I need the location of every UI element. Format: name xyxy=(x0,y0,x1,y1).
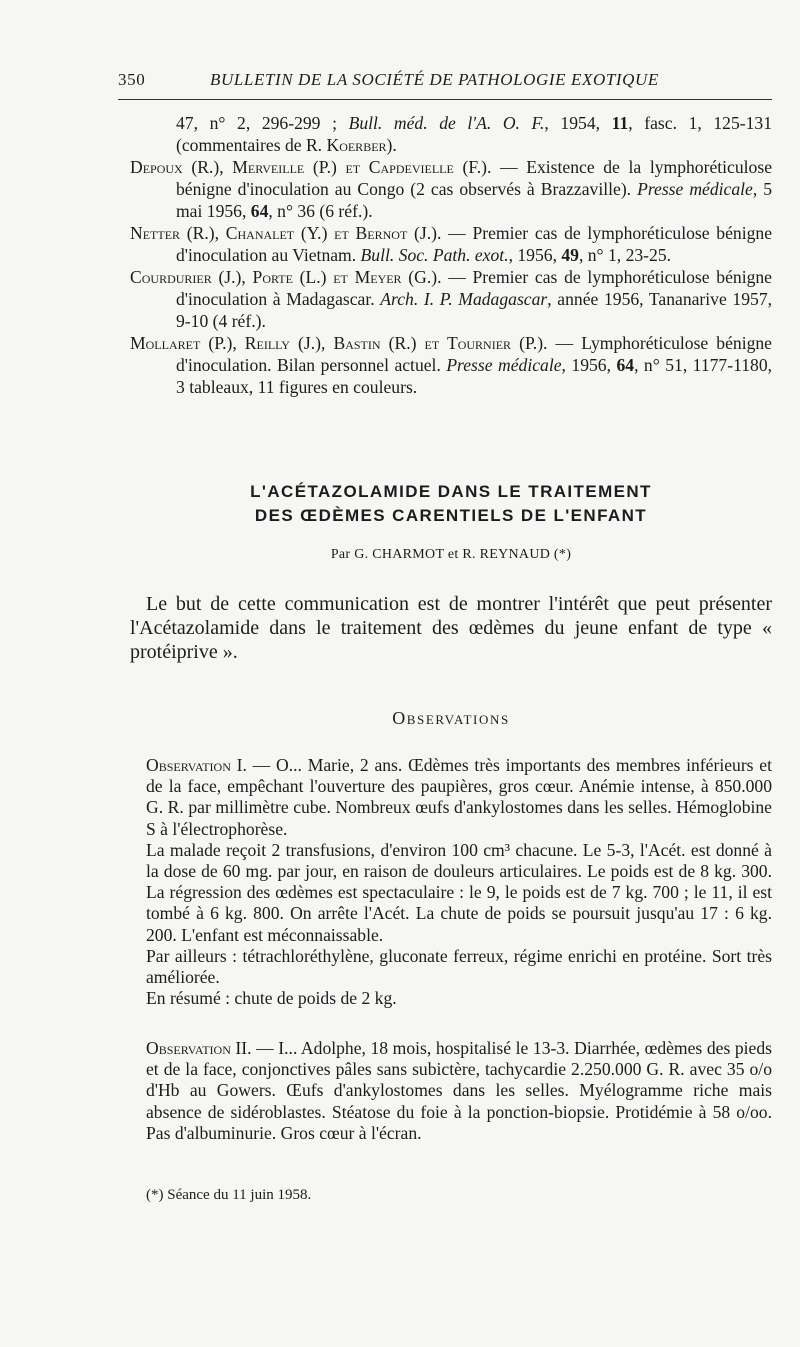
reference-item: Mollaret (P.), Reilly (J.), Bastin (R.) et Tournier (P.). — Lymphoréticulose bénigne d'inoculation. Bilan personnel actuel. Presse médicale, 1956, 64, n° 51, 1177-1180, 3 tableaux, 11 figures en couleurs. xyxy=(130,333,773,397)
section-heading: Observations xyxy=(392,708,510,728)
observation-label: Observation II. xyxy=(146,1038,252,1058)
article-title-line: L'ACÉTAZOLAMIDE DANS LE TRAITEMENT xyxy=(250,482,652,501)
reference-item: Netter (R.), Chanalet (Y.) et Bernot (J.). — Premier cas de lymphoréticulose bénigne d'inoculation au Vietnam. Bull. Soc. Path. exot., 1956, 49, n° 1, 23-25. xyxy=(130,223,772,265)
observation-label: Observation I. xyxy=(146,755,247,775)
reference-item: Courdurier (J.), Porte (L.) et Meyer (G.). — Premier cas de lymphoréticulose bénigne d'inoculation à Madagascar. Arch. I. P. Madagascar, année 1956, Tananarive 1957, 9-10 (4 réf.). xyxy=(130,267,773,331)
observation-paragraph: Par ailleurs : tétrachloréthylène, gluconate ferreux, régime enrichi en protéine. Sort très améliorée. xyxy=(146,945,772,988)
reference-continuation: 47, n° 2, 296-299 ; Bull. méd. de l'A. O. F., 1954, 11, fasc. 1, 125-131 (commentaires de R. Koerber). xyxy=(176,113,773,155)
observation-2 xyxy=(146,1038,772,1144)
article-byline: Par G. CHARMOT et R. REYNAUD (*) xyxy=(330,547,572,562)
reference-list xyxy=(130,112,772,398)
footnote: (*) Séance du 11 juin 1958. xyxy=(146,1187,312,1203)
observation-paragraph: Observation II. — I... Adolphe, 18 mois, hospitalisé le 13-3. Diarrhée, œdèmes des pieds et de la face, conjonctives pâles sans subictère, tachycardie 2.250.000 G. R. avec 35 o/o d'Hb au Gowers. Œufs d'ankylostomes dans les selles. Myélogramme riche mais absence de sidéroblastes. Stéatose du foie à la ponction-biopsie. Protidémie à 58 o/oo. Pas d'albuminurie. Gros cœur à l'écran. xyxy=(146,1038,772,1143)
article-title xyxy=(130,480,772,528)
article-intro: Le but de cette communication est de montrer l'intérêt que peut présenter l'Acétazolamide dans le traitement des œdèmes du jeune enfant de type « protéiprive ». xyxy=(130,593,772,663)
article-title-line: DES ŒDÈMES CARENTIELS DE L'ENFANT xyxy=(254,506,648,525)
reference-item: Depoux (R.), Merveille (P.) et Capdevielle (F.). — Existence de la lymphoréticulose bénigne d'inoculation au Congo (2 cas observés à Brazzaville). Presse médicale, 5 mai 1956, 64, n° 36 (6 réf.). xyxy=(130,157,773,221)
observation-1 xyxy=(146,755,772,1009)
observation-paragraph: En résumé : chute de poids de 2 kg. xyxy=(146,988,397,1009)
header-rule xyxy=(118,99,772,100)
page-number: 350 xyxy=(118,70,146,89)
journal-title: BULLETIN DE LA SOCIÉTÉ DE PATHOLOGIE EXOTIQUE xyxy=(210,70,659,89)
observation-paragraph: La malade reçoit 2 transfusions, d'environ 100 cm³ chacune. Le 5-3, l'Acét. est donné à la dose de 60 mg. par jour, en raison de douleurs articulaires. Le poids est de 8 kg. 300. La régression des œdèmes est spectaculaire : le 9, le poids est de 7 kg. 700 ; le 11, il est tombé à 6 kg. 800. On arrête l'Acét. La chute de poids se poursuit jusqu'au 17 : 6 kg. 200. L'enfant est méconnaissable. xyxy=(146,839,772,945)
observation-paragraph: Observation I. — O... Marie, 2 ans. Œdèmes très importants des membres inférieurs et de la face, empêchant l'ouverture des paupières, gros cœur. Anémie intense, à 850.000 G. R. par millimètre cube. Nombreux œufs d'ankylostomes dans les selles. Hémoglobine S à l'électrophorèse. xyxy=(146,755,772,839)
running-header xyxy=(118,70,772,90)
